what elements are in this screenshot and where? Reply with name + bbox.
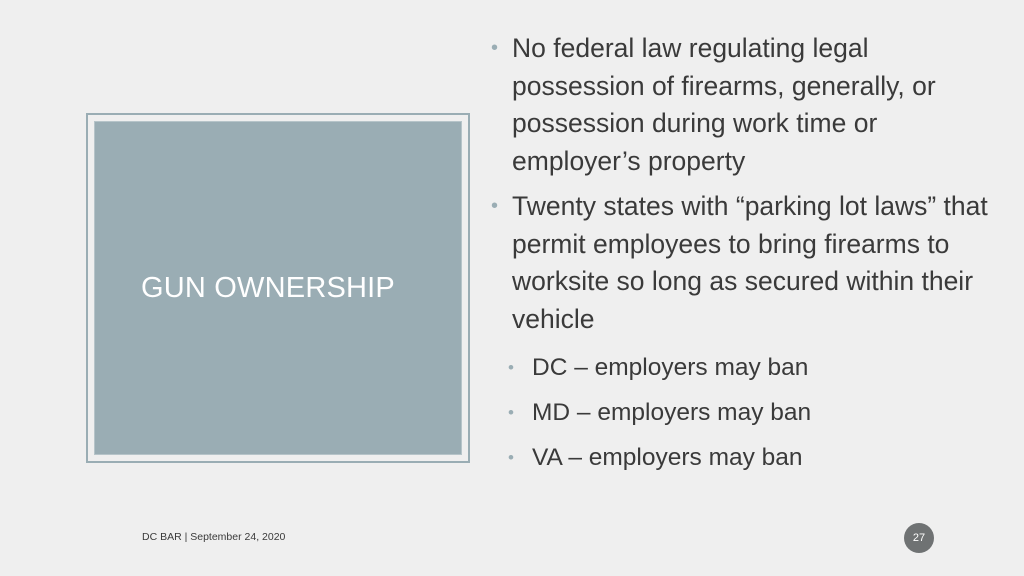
sub-bullet-text: VA – employers may ban: [532, 444, 803, 471]
slide-title: GUN OWNERSHIP: [141, 272, 395, 304]
bullet-dot-icon: •: [491, 37, 499, 59]
title-panel-fill: [94, 121, 462, 455]
bullet-dot-icon: •: [491, 195, 499, 217]
sub-bullet-item: [490, 353, 990, 383]
page-number-badge: 27: [904, 523, 934, 553]
bullet-text: Twenty states with “parking lot laws” that permit employees to bring firearms to worksite so long as secured within their vehicle: [512, 191, 988, 334]
sub-bullet-item: [490, 398, 990, 428]
sub-bullet-text: MD – employers may ban: [532, 399, 812, 426]
title-panel: [86, 113, 470, 463]
slide-content: [490, 30, 990, 473]
sub-bullet-dot-icon: •: [508, 358, 514, 377]
sub-bullet-dot-icon: •: [508, 403, 514, 422]
bullet-text: No federal law regulating legal possession of firearms, generally, or possession during work time or employer’s property: [512, 33, 936, 176]
footer-text: DC BAR | September 24, 2020: [142, 531, 286, 543]
sub-bullet-text: DC – employers may ban: [532, 354, 809, 381]
sub-bullet-item: [490, 443, 990, 473]
sub-bullet-dot-icon: •: [508, 448, 514, 467]
bullet-item: [490, 30, 990, 180]
bullet-item: [490, 188, 990, 338]
